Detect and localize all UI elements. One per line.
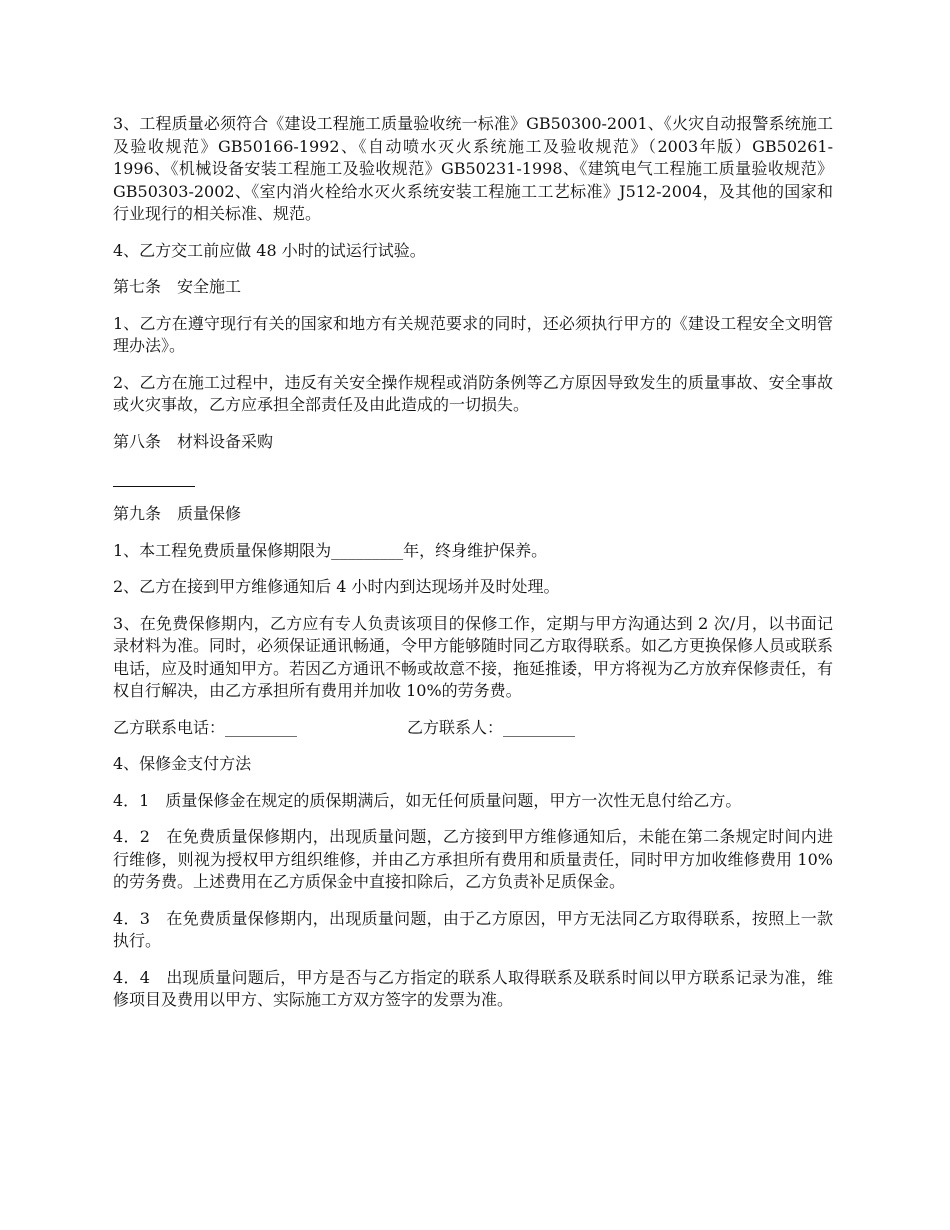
clause-9-item-4-1: 4．1 质量保修金在规定的质保期满后，如无任何质量问题，甲方一次性无息付给乙方。 (113, 790, 742, 810)
clause-9-item-3: 3、在免费保修期内，乙方应有专人负责该项目的保修工作，定期与甲方沟通达到 2 次/月，以书面记录材料为准。同时，必须保证通讯畅通，令甲方能够随时同乙方取得联系。如乙方更换保修人员或联系电话，应及时通知甲方。若因乙方通讯不畅或故意不接，拖延推诿，甲方将视为乙方放弃保修责任，有权自行解决，由乙方承担所有费用并加收 10%的劳务费。 (113, 613, 834, 700)
clause-9-item-2: 2、乙方在接到甲方维修通知后 4 小时内到达现场并及时处理。 (113, 577, 560, 596)
contact-row (113, 717, 833, 740)
contact-phone: 乙方联系电话：_________ (113, 717, 298, 737)
clause-6-item-3: 3、工程质量必须符合《建设工程施工质量验收统一标准》GB50300-2001、《火灾自动报警系统施工及验收规范》GB50166-1992、《自动喷水灭火系统施工及验收规范》（2003年版）GB50261-1996、《机械设备安装工程施工及验收规范》GB50231-1998、《建筑电气工程施工质量验收规范》GB50303-2002、《室内消火栓给水灭火系统安装工程施工工艺标准》J512-2004，及其他的国家和行业现行的相关标准、规范。 (113, 114, 833, 223)
contact-person: 乙方联系人：_________ (407, 717, 576, 737)
clause-9-item-4-3: 4．3 在免费质量保修期内，出现质量问题，由于乙方原因，甲方无法同乙方取得联系，按照上一款执行。 (113, 908, 833, 950)
clause-7-item-2: 2、乙方在施工过程中，违反有关安全操作规程或消防条例等乙方原因导致发生的质量事故、安全事故或火灾事故，乙方应承担全部责任及由此造成的一切损失。 (113, 372, 833, 414)
clause-6-item-4: 4、乙方交工前应做 48 小时的试运行试验。 (113, 240, 426, 260)
clause-9-item-4-2: 4．2 在免费质量保修期内，出现质量问题，乙方接到甲方维修通知后，未能在第二条规定时间内进行维修，则视为授权甲方组织维修，并由乙方承担所有费用和质量责任，同时甲方加收维修费用 10%的劳务费。上述费用在乙方质保金中直接扣除后，乙方负责补足质保金。 (113, 827, 833, 891)
document-page (113, 113, 833, 1026)
article-9-heading: 第九条 质量保修 (113, 504, 242, 523)
clause-9-item-4: 4、保修金支付方法 (113, 754, 252, 773)
clause-7-item-1: 1、乙方在遵守现行有关的国家和地方有关规范要求的同时，还必须执行甲方的《建设工程安全文明管理办法》。 (113, 313, 833, 355)
article-8-heading: 第八条 材料设备采购 (113, 431, 274, 451)
blank-fill-line (113, 467, 833, 489)
clause-9-item-4-4: 4．4 出现质量问题后，甲方是否与乙方指定的联系人取得联系及联系时间以甲方联系记录为准，维修项目及费用以甲方、实际施工方双方签字的发票为准。 (113, 967, 833, 1009)
article-7-heading: 第七条 安全施工 (113, 277, 242, 296)
clause-9-item-1: 1、本工程免费质量保修期限为_________年，终身维护保养。 (113, 540, 548, 560)
